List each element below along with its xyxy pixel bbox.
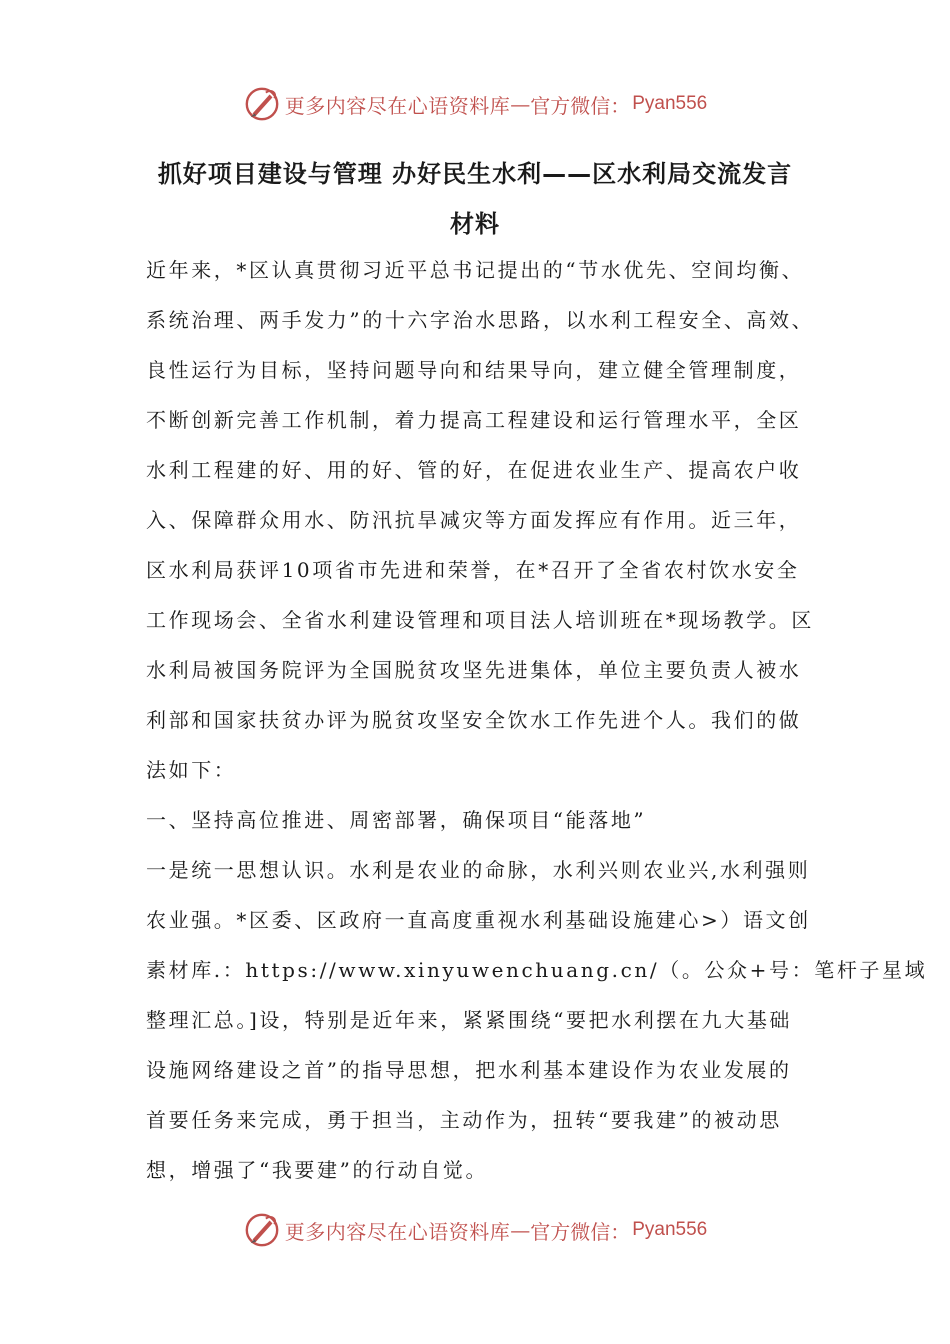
body-line: 工作现场会、全省水利建设管理和项目法人培训班在*现场教学。区 <box>146 608 814 632</box>
header-watermark <box>0 82 950 126</box>
body-line: 农业强。*区委、区政府一直高度重视水利基础设施建心>）语文创 <box>146 908 811 932</box>
body-line-url: 素材库.：https://www.xinyuwenchuang.cn/（。公众+号：笔杆子星域 <box>146 958 928 982</box>
body-line: 首要任务来完成，勇于担当，主动作为，扭转“要我建”的被动思 <box>146 1108 782 1132</box>
body-line: 一是统一思想认识。水利是农业的命脉，水利兴则农业兴,水利强则 <box>146 858 811 882</box>
body-line: 想，增强了“我要建”的行动自觉。 <box>146 1158 489 1182</box>
watermark-dash: — <box>510 92 531 116</box>
body-line: 水利局被国务院评为全国脱贫攻坚先进集体，单位主要负责人被水 <box>146 658 802 682</box>
watermark-text: 更多内容尽在心语资料库 <box>284 93 511 118</box>
document-title-line-1: 抓好项目建设与管理 办好民生水利——区水利局交流发言 <box>157 160 793 188</box>
body-line: 设施网络建设之首”的指导思想，把水利基本建设作为农业发展的 <box>146 1058 792 1082</box>
body-line: 整理汇总。]设，特别是近年来，紧紧围绕“要把水利摆在九大基础 <box>146 1008 793 1032</box>
body-line: 入、保障群众用水、防汛抗旱减灾等方面发挥应有作用。近三年， <box>146 508 802 532</box>
section-heading: 一、坚持高位推进、周密部署，确保项目“能落地” <box>146 808 647 832</box>
pen-logo-icon <box>243 85 281 123</box>
body-line: 系统治理、两手发力”的十六字治水思路，以水利工程安全、高效、 <box>146 308 815 332</box>
body-line: 法如下： <box>146 758 237 782</box>
body-line: 良性运行为目标，坚持问题导向和结果导向，建立健全管理制度， <box>146 358 802 382</box>
watermark-wechat-id: Pyan556 <box>632 93 708 114</box>
footer-watermark <box>0 1208 950 1252</box>
watermark-official: 官方微信： <box>530 93 631 118</box>
body-line: 近年来，*区认真贯彻习近平总书记提出的“节水优先、空间均衡、 <box>146 258 805 282</box>
body-line: 水利工程建的好、用的好、管的好，在促进农业生产、提高农户收 <box>146 458 802 482</box>
watermark-text: 更多内容尽在心语资料库 <box>284 1219 511 1244</box>
body-line: 不断创新完善工作机制，着力提高工程建设和运行管理水平，全区 <box>146 408 802 432</box>
watermark-dash: — <box>510 1218 531 1242</box>
body-line: 区水利局获评10项省市先进和荣誉，在*召开了全省农村饮水安全 <box>146 558 800 582</box>
document-title-line-2: 材料 <box>450 210 500 238</box>
watermark-wechat-id: Pyan556 <box>632 1219 708 1240</box>
pen-logo-icon <box>243 1211 281 1249</box>
body-line: 利部和国家扶贫办评为脱贫攻坚安全饮水工作先进个人。我们的做 <box>146 708 802 732</box>
watermark-official: 官方微信： <box>530 1219 631 1244</box>
